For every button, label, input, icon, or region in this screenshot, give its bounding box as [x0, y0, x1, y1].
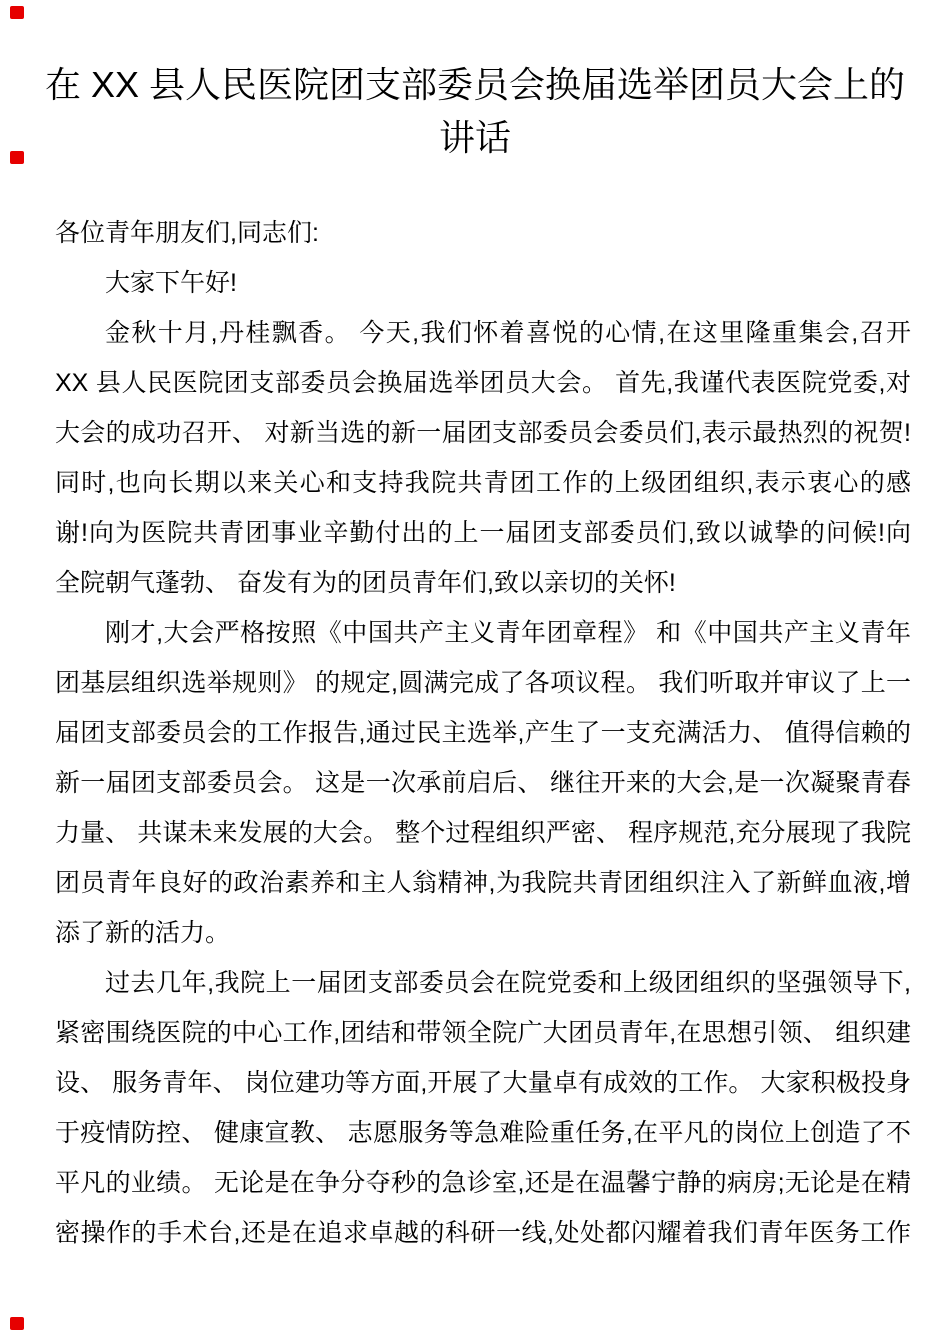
text-line: 于疫情防控、 健康宣教、 志愿服务等急难险重任务,在平凡的岗位上创造了不: [55, 1119, 911, 1147]
red-marker-after-title: [10, 151, 24, 164]
document-title-line-1: 在 XX 县人民医院团支部委员会换届选举团员大会上的: [44, 64, 906, 105]
document-title-line-2: 讲话: [438, 117, 511, 158]
red-marker-top: [10, 6, 24, 19]
text-line: 全院朝气蓬勃、 奋发有为的团员青年们,致以亲切的关怀!: [55, 569, 676, 597]
text-line: 金秋十月,丹桂飘香。 今天,我们怀着喜悦的心情,在这里隆重集会,召开: [105, 319, 911, 347]
text-line: 各位青年朋友们,同志们:: [55, 219, 319, 247]
text-line: 大会的成功召开、 对新当选的新一届团支部委员会委员们,表示最热烈的祝贺!: [55, 419, 911, 447]
text-line: 同时,也向长期以来关心和支持我院共青团工作的上级团组织,表示衷心的感: [55, 469, 911, 497]
text-line: XX 县人民医院团支部委员会换届选举团员大会。 首先,我谨代表医院党委,对: [55, 369, 911, 397]
text-line: 谢!向为医院共青团事业辛勤付出的上一届团支部委员们,致以诚挚的问候!向: [55, 519, 911, 547]
document-body: [55, 208, 911, 1258]
text-line: 密操作的手术台,还是在追求卓越的科研一线,处处都闪耀着我们青年医务工作: [55, 1219, 911, 1247]
red-marker-bottom: [10, 1317, 24, 1330]
text-line: 设、 服务青年、 岗位建功等方面,开展了大量卓有成效的工作。 大家积极投身: [55, 1069, 911, 1097]
text-line: 大家下午好!: [105, 269, 237, 297]
text-line: 团员青年良好的政治素养和主人翁精神,为我院共青团组织注入了新鲜血液,增: [55, 869, 911, 897]
text-line: 刚才,大会严格按照《中国共产主义青年团章程》 和《中国共产主义青年: [105, 619, 911, 647]
text-line: 紧密围绕医院的中心工作,团结和带领全院广大团员青年,在思想引领、 组织建: [55, 1019, 911, 1047]
document-title: [0, 58, 950, 164]
text-line: 团基层组织选举规则》 的规定,圆满完成了各项议程。 我们听取并审议了上一: [55, 669, 911, 697]
text-line: 新一届团支部委员会。 这是一次承前启后、 继往开来的大会,是一次凝聚青春: [55, 769, 911, 797]
text-line: 平凡的业绩。 无论是在争分夺秒的急诊室,还是在温馨宁静的病房;无论是在精: [55, 1169, 911, 1197]
text-line: 力量、 共谋未来发展的大会。 整个过程组织严密、 程序规范,充分展现了我院: [55, 819, 911, 847]
text-line: 届团支部委员会的工作报告,通过民主选举,产生了一支充满活力、 值得信赖的: [55, 719, 911, 747]
text-line: 过去几年,我院上一届团支部委员会在院党委和上级团组织的坚强领导下,: [105, 969, 911, 997]
text-line: 添了新的活力。: [55, 919, 231, 947]
